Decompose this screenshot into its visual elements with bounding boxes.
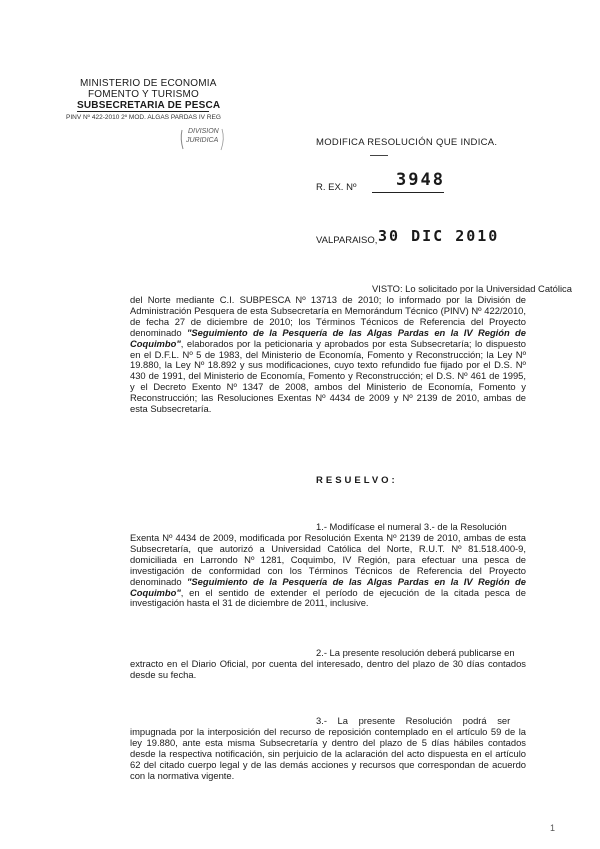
handwritten-dash — [370, 155, 388, 156]
article-1-project-name: "Seguimiento de la Pesquería de las Algas Pardas en la IV Región de Coquimbo" — [130, 575, 527, 598]
visto-project-name: "Seguimiento de la Pesquería de las Algas Pardas en la IV Región de Coquimbo" — [130, 326, 527, 349]
article-2-body: extracto en el Diario Oficial, por cuenta del interesado, dentro del plazo de 30 días contados desde su fecha. — [130, 658, 526, 680]
article-3-lead: 3.- La presente Resolución podrá ser — [316, 715, 511, 726]
article-1-body — [130, 533, 526, 609]
article-1-text-b: , en el sentido de extender el período de ejecución de la citada pesca de investigación hasta el 31 de diciembre de 2011, inclusive. — [130, 586, 526, 609]
division-juridica-stamp — [178, 124, 226, 154]
subsecretaria-underline — [77, 111, 209, 112]
ministry-name-line1: MINISTERIO DE ECONOMIA — [80, 78, 217, 89]
visto-lead: VISTO: Lo solicitado por la Universidad Católica — [372, 283, 572, 294]
stamp-text-line2: JURIDICA — [186, 137, 219, 144]
stamp-text-line1: DIVISION — [188, 128, 219, 135]
visto-text-a: del Norte mediante C.I. SUBPESCA Nº 13713 de 2010; lo informado por la División de Administración Pesquera de esta Subsecretaría en Memorándum Técnico (PINV) Nº 422/2010, de fecha 27 de diciembre de 2010; los Términos Técnicos de Referencia del Proyecto denominado — [130, 294, 526, 338]
subsecretaria-name: SUBSECRETARIA DE PESCA — [77, 100, 221, 111]
visto-body — [130, 295, 526, 415]
resuelvo-heading: RESUELVO: — [316, 475, 398, 486]
reference-code: PINV Nº 422-2010 2º MOD. ALGAS PARDAS IV REG — [66, 114, 221, 121]
date-city: VALPARAISO, — [316, 235, 378, 246]
article-1-lead: 1.- Modifícase el numeral 3.- de la Resolución — [316, 521, 507, 532]
visto-text-b: , elaborados por la peticionaria y aprobados por esta Subsecretaría; lo dispuesto en el D.F.L. Nº 5 de 1983, del Ministerio de Economía, Fomento y Reconstrucción; la Ley Nº 19.880, la Ley Nº 18.892 y sus modificaciones, cuyo texto refundido fue fijado por el D.S. Nº 430 de 1991, del Ministerio de Economía, Fomento y Reconstrucción; el D.S. Nº 461 de 1995, y el Decreto Exento Nº 1347 de 2008, ambos del Ministerio de Economía, Fomento y Reconstrucción; las Resoluciones Exentas Nº 4434 de 2009 y Nº 2139 de 2010, ambas de esta Subsecretaría. — [130, 337, 526, 415]
ministry-name-line2: FOMENTO Y TURISMO — [88, 89, 200, 100]
resolution-number-line — [372, 192, 444, 193]
document-title: MODIFICA RESOLUCIÓN QUE INDICA. — [316, 137, 498, 148]
resolution-label: R. EX. Nº — [316, 182, 357, 193]
article-2-lead: 2.- La presente resolución deberá publicarse en — [316, 647, 515, 658]
article-1-text-a: Exenta Nº 4434 de 2009, modificada por Resolución Exenta Nº 2139 de 2010, ambas de esta Subsecretaría, que autorizó a Universidad Católica del Norte, R.U.T. Nº 81.518.400-9, domiciliada en Larrondo Nº 1281, Coquimbo, IV Región, para efectuar una pesca de investigación de conformidad con los Términos Técnicos de Referencia del Proyecto denominado — [130, 532, 526, 587]
resolution-number: 3948 — [396, 170, 445, 190]
page-number: 1 — [550, 823, 556, 833]
article-3-body: impugnada por la interposición del recurso de reposición contemplado en el artículo 59 de la ley 19.880, ante esta misma Subsecretaría y dentro del plazo de 5 días hábiles contados desde la respectiva notificación, sin perjuicio de la aclaración del acto dispuesta en el artículo 62 del citado cuerpo legal y de las demás acciones y recursos que correspondan de acuerdo con la normativa vigente. — [130, 726, 526, 781]
date-stamp: 30 DIC 2010 — [378, 227, 500, 245]
